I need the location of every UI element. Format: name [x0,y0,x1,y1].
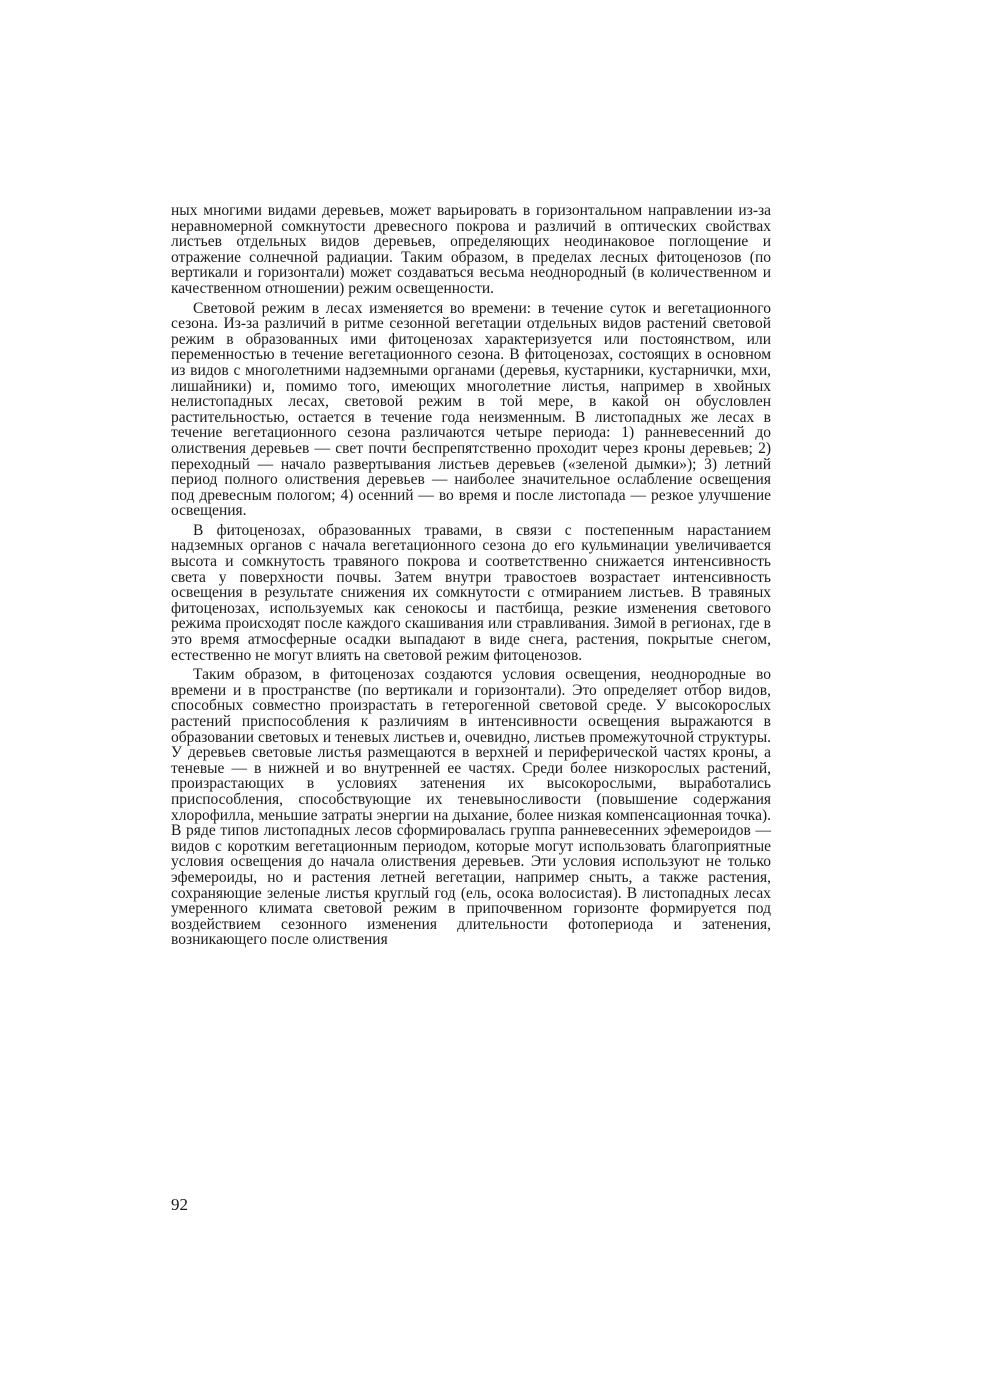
paragraph-4: Таким образом, в фитоценозах создаются условия освещения, неоднородные во времени и в пространстве (по вертикали и горизонтали). Это определяет отбор видов, способных совместно произрастать в гетерогенной световой среде. У высокорослых растений приспособления к различиям в интенсивности освещения выражаются в образовании световых и теневых листьев и, очевидно, листьев промежуточной структуры. У деревьев световые листья размещаются в верхней и периферической частях кроны, а теневые — в нижней и во внутренней ее частях. Среди более низкорослых растений, произрастающих в условиях затенения их высокорослыми, выработались приспособления, способствующие их теневыносливости (повышение содержания хлорофилла, меньшие затраты энергии на дыхание, более низкая компенсационная точка). В ряде типов листопадных лесов сформировалась группа ранневесенних эфемероидов — видов с коротким вегетационным периодом, которые могут использовать благоприятные условия освещения до начала олиствения деревьев. Эти условия используют не только эфемероиды, но и растения летней вегетации, например сныть, а также растения, сохраняющие зеленые листья круглый год (ель, осока волосистая). В листопадных лесах умеренного климата световой режим в припочвенном горизонте формируется под воздействием сезонного изменения длительности фотопериода и затенения, возникающего после олиствения [171,666,771,949]
paragraph-1: ных многими видами деревьев, может варьировать в горизонтальном направлении из-за неравномерной сомкнутости древесного покрова и различий в оптических свойствах листьев отдельных видов деревьев, определяющих неодинаковое поглощение и отражение солнечной радиации. Таким образом, в пределах лесных фитоценозов (по вертикали и горизонтали) может создаваться весьма неоднородный (в количественном и качественном отношении) режим освещенности. [171,202,771,297]
page-number: 92 [171,1195,188,1214]
paragraph-2: Световой режим в лесах изменяется во времени: в течение суток и вегетационного сезона. Из-за различий в ритме сезонной вегетации отдельных видов растений световой режим в образованных ими фитоценозах характеризуется или постоянством, или переменностью в течение вегетационного сезона. В фитоценозах, состоящих в основном из видов с многолетними надземными органами (деревья, кустарники, кустарнички, мхи, лишайники) и, помимо того, имеющих многолетние листья, например в хвойных нелистопадных лесах, световой режим в той мере, в какой он обусловлен растительностью, остается в течение года неизменным. В листопадных же лесах в течение вегетационного сезона различаются четыре периода: 1) ранневесенний до олиствения деревьев — свет почти беспрепятственно проходит через кроны деревьев; 2) переходный — начало развертывания листьев деревьев («зеленой дымки»); 3) летний период полного олиствения деревьев — наиболее значительное ослабление освещения под древесным пологом; 4) осенний — во время и после листопада — резкое улучшение освещения. [171,299,771,520]
paragraph-3: В фитоценозах, образованных травами, в связи с постепенным нарастанием надземных органов с начала вегетационного сезона до его кульминации увеличивается высота и сомкнутость травяного покрова и соответственно снижается интенсивность света у поверхности почвы. Затем внутри травостоев возрастает интенсивность освещения в результате снижения их сомкнутости с отмиранием листьев. В травяных фитоценозах, используемых как сенокосы и пастбища, резкие изменения светового режима происходят после каждого скашивания или стравливания. Зимой в регионах, где в это время атмосферные осадки выпадают в виде снега, растения, покрытые снегом, естественно не могут влиять на световой режим фитоценозов. [171,521,771,664]
body-text [171,203,771,948]
